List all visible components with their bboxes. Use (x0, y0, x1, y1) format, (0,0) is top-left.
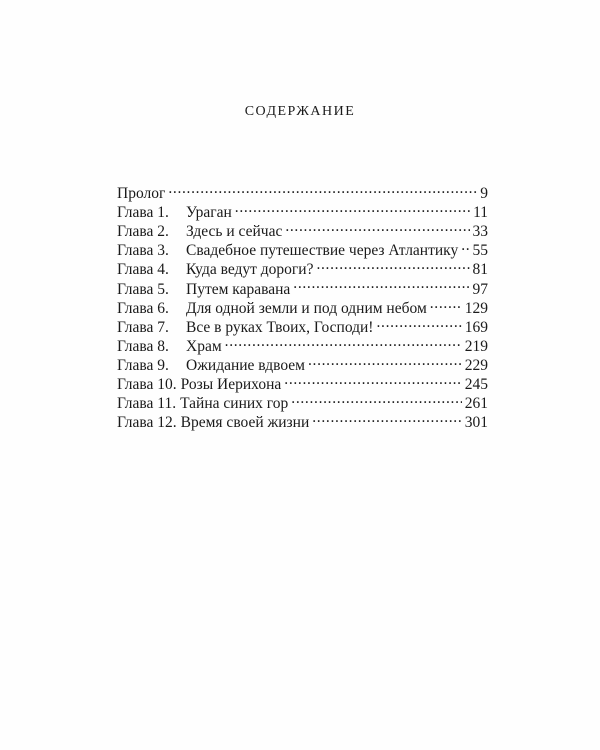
toc-page-number: 301 (464, 414, 488, 432)
toc-entry-title: Розы Иерихона (180, 376, 282, 394)
toc-entry-title: Куда ведут дороги? (186, 261, 314, 279)
toc-page-number: 169 (464, 318, 488, 336)
toc-dot-leader (291, 389, 461, 408)
toc-dot-leader (430, 294, 462, 313)
toc-chapter-label: Глава 2. (117, 223, 169, 241)
toc-entry-title: Для одной земли и под одним небом (186, 299, 427, 317)
toc-chapter-label: Глава 11. (117, 395, 177, 413)
toc-chapter-label: Глава 6. (117, 299, 169, 317)
toc-page-number: 229 (464, 356, 488, 374)
toc-page-number: 261 (464, 395, 488, 413)
toc-entry-title: Храм (186, 337, 222, 355)
toc-chapter-label: Глава 4. (117, 261, 169, 279)
toc-page-number: 9 (480, 185, 488, 203)
toc-entry-title: Пролог (117, 185, 166, 203)
toc-chapter-label: Глава 7. (117, 318, 169, 336)
page-title: СОДЕРЖАНИЕ (244, 104, 356, 119)
toc-dot-leader (235, 198, 470, 217)
toc-dot-leader (308, 351, 462, 370)
toc-chapter-label: Глава 8. (117, 337, 169, 355)
toc-entry-title: Все в руках Твоих, Господи! (186, 318, 374, 336)
toc-entry-title: Время своей жизни (180, 414, 310, 432)
table-of-contents (117, 179, 488, 432)
toc-dot-leader (316, 255, 469, 274)
toc-entry-prologue (117, 179, 488, 203)
toc-page-number: 81 (472, 261, 488, 279)
toc-entry-title: Ожидание вдвоем (186, 356, 305, 374)
toc-entry-title: Здесь и сейчас (186, 223, 283, 241)
toc-page-number: 129 (464, 299, 488, 317)
toc-chapter-label: Глава 10. (117, 376, 177, 394)
toc-entry-title: Тайна синих гор (180, 395, 289, 413)
toc-entry-chapter-1 (117, 198, 488, 222)
toc-page-number: 245 (464, 376, 488, 394)
toc-dot-leader (312, 408, 462, 427)
toc-chapter-label: Глава 3. (117, 242, 169, 260)
toc-dot-leader (284, 370, 461, 389)
toc-chapter-label: Глава 9. (117, 356, 169, 374)
toc-dot-leader (293, 274, 469, 293)
toc-dot-leader (376, 313, 461, 332)
toc-chapter-label: Глава 12. (117, 414, 177, 432)
toc-entry-title: Ураган (186, 204, 232, 222)
toc-page-number: 219 (464, 337, 488, 355)
toc-dot-leader (168, 179, 477, 198)
toc-page-number: 97 (472, 280, 488, 298)
toc-page-number: 33 (472, 223, 488, 241)
toc-page-number: 11 (473, 204, 488, 222)
toc-chapter-label: Глава 5. (117, 280, 169, 298)
toc-dot-leader (461, 236, 469, 255)
toc-page-number: 55 (472, 242, 488, 260)
toc-entry-title: Свадебное путешествие через Атлантику (186, 242, 459, 260)
toc-dot-leader (225, 332, 462, 351)
toc-dot-leader (285, 217, 469, 236)
toc-entry-title: Путем каравана (186, 280, 291, 298)
toc-chapter-label: Глава 1. (117, 204, 169, 222)
